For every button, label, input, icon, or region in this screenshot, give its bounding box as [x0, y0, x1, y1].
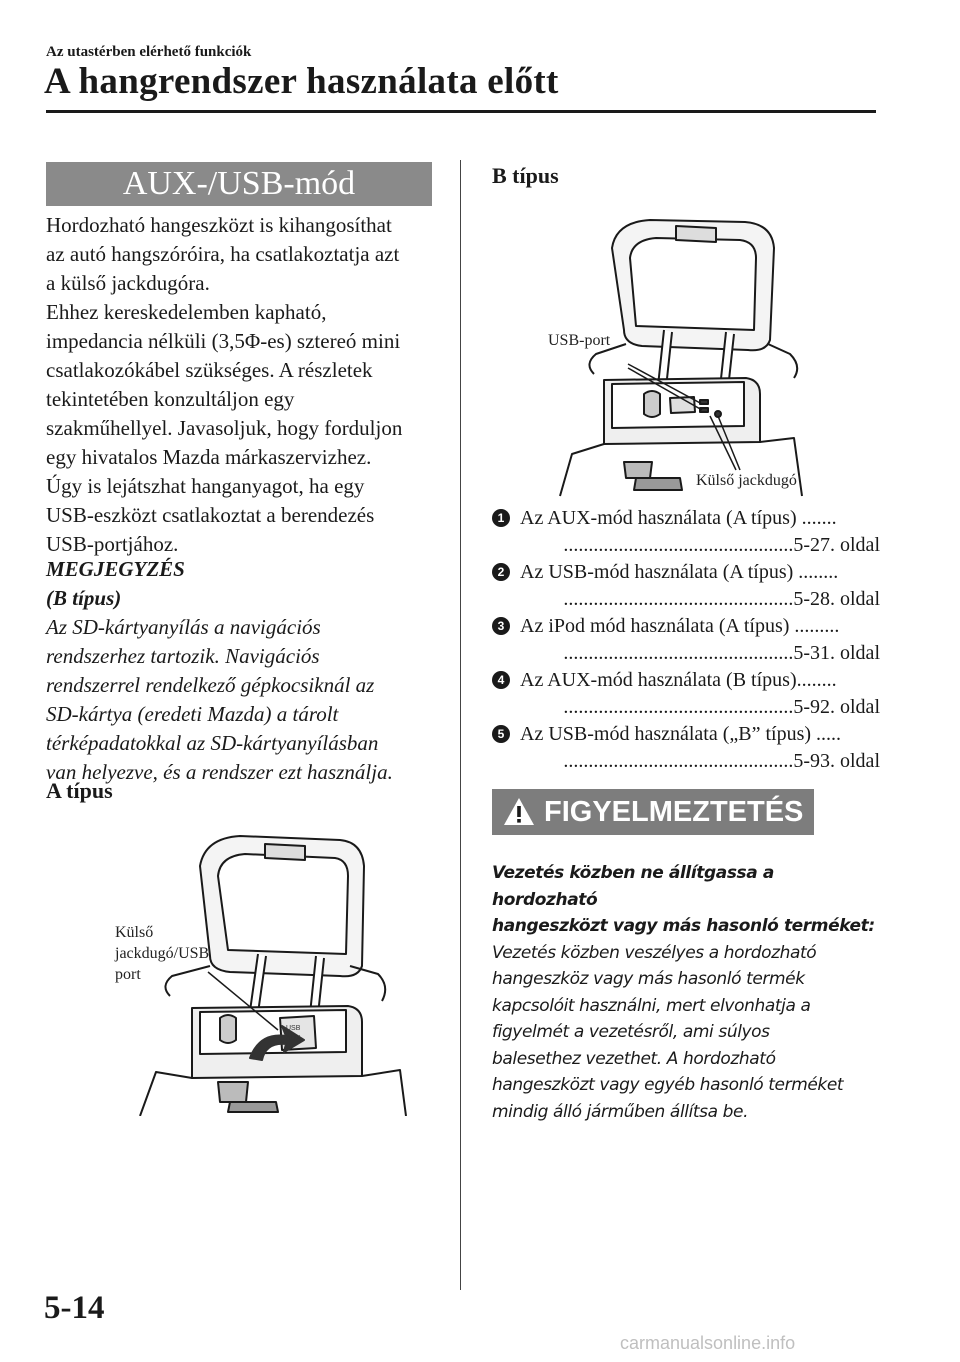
intro-line: impedancia nélküli (3,5Φ-es) sztereó mini — [46, 329, 401, 353]
intro-line: Hordozható hangeszközt is kihangosíthat — [46, 213, 392, 237]
warning-badge — [492, 789, 814, 835]
port-label-aux: AUX — [286, 1035, 301, 1042]
section-label: Az utastérben elérhető funkciók — [46, 44, 252, 60]
page-ref: 5-27. oldal — [793, 534, 880, 556]
usb-port-label: USB-port — [548, 332, 611, 349]
list-item-text: Az USB-mód használata (A típus) ........ — [520, 561, 839, 583]
list-item — [492, 613, 880, 667]
warning-line: balesethez vezethet. A hordozható — [492, 1048, 776, 1069]
warning-line: mindig álló járműben állítsa be. — [492, 1101, 749, 1122]
intro-line: tekintetében konzultáljon egy — [46, 387, 295, 411]
intro-line: szakműhellyel. Javasoljuk, hogy forduljon — [46, 416, 403, 440]
leader-dots: .............................................. — [563, 696, 794, 718]
warning-bold-line: Vezetés közben ne állítgassa a hordozható — [492, 863, 774, 910]
reference-list — [492, 505, 880, 775]
list-item — [492, 667, 880, 721]
warning-text — [492, 860, 884, 1125]
number-badge: 4 — [492, 671, 510, 689]
warning-line: hangeszközt vagy egyéb hasonló terméket — [492, 1075, 844, 1095]
intro-line: USB-eszközt csatlakoztat a berendezés — [46, 503, 375, 527]
list-item-text: Az USB-mód használata („B” típus) ..... — [520, 723, 842, 745]
note-line: rendszerrel rendelkező gépkocsiknál az — [46, 673, 375, 697]
warning-line: hangeszköz vagy más hasonló termék — [492, 969, 805, 989]
intro-line: Ehhez kereskedelemben kapható, — [46, 300, 327, 324]
intro-line: USB-portjához. — [46, 532, 179, 556]
page-ref: 5-28. oldal — [793, 588, 880, 610]
warning-label: FIGYELMEZTETÉS — [544, 796, 804, 828]
leader-dots: .............................................. — [563, 534, 794, 556]
type-a-heading: A típus — [46, 778, 113, 803]
figure-a-label-line: port — [115, 966, 141, 983]
intro-line: egy hivatalos Mazda márkaszervizhez. — [46, 445, 372, 469]
page-ref: 5-93. oldal — [793, 750, 880, 772]
note-line: Az SD-kártyanyílás a navigációs — [46, 615, 321, 639]
intro-text — [46, 211, 438, 559]
page-ref: 5-92. oldal — [793, 696, 880, 718]
leader-dots: .............................................. — [563, 642, 794, 664]
leader-dots: .............................................. — [563, 588, 794, 610]
list-item-text: Az AUX-mód használata (B típus)........ — [520, 669, 837, 691]
warning-line: Vezetés közben veszélyes a hordozható — [492, 942, 817, 963]
leader-dots: .............................................. — [563, 750, 794, 772]
number-badge: 3 — [492, 617, 510, 635]
number-badge: 2 — [492, 563, 510, 581]
note-line: van helyezve, és a rendszer ezt használja. — [46, 760, 393, 784]
list-item-text: Az iPod mód használata (A típus) ......... — [520, 615, 840, 637]
note-line: rendszerhez tartozik. Navigációs — [46, 644, 320, 668]
column-divider — [460, 160, 461, 1290]
number-badge: 1 — [492, 509, 510, 527]
note-line: SD-kártya (eredeti Mazda) a tárolt — [46, 702, 339, 726]
section-banner: AUX-/USB-mód — [46, 162, 432, 206]
page-ref: 5-31. oldal — [793, 642, 880, 664]
port-label-usb: USB — [286, 1025, 301, 1032]
watermark: carmanualsonline.info — [620, 1333, 796, 1353]
page-number: 5-14 — [44, 1290, 105, 1326]
header-rule — [46, 110, 876, 113]
list-item-text: Az AUX-mód használata (A típus) ....... — [520, 507, 837, 529]
intro-line: az autó hangszóróira, ha csatlakoztatja azt — [46, 242, 400, 266]
list-item — [492, 505, 880, 559]
page-title: A hangrendszer használata előtt — [44, 61, 559, 102]
note-title: MEGJEGYZÉS — [46, 557, 185, 581]
warning-triangle-icon — [502, 795, 536, 829]
list-item — [492, 559, 880, 613]
note-subtitle: (B típus) — [46, 586, 122, 610]
jack-label: Külső jackdugó — [696, 472, 797, 489]
figure-a-label-line: jackdugó/USB — [115, 945, 210, 962]
warning-line: kapcsolóit használni, mert elvonhatja a — [492, 995, 811, 1016]
intro-line: csatlakozókábel szükséges. A részletek — [46, 358, 373, 382]
type-b-heading: B típus — [492, 163, 559, 188]
note-line: térképadatokkal az SD-kártyanyílásban — [46, 731, 379, 755]
figure-a-label — [115, 922, 209, 985]
figure-a-label-line: Külső — [115, 924, 154, 941]
number-badge: 5 — [492, 725, 510, 743]
figure-type-b — [540, 218, 840, 498]
intro-line: a külső jackdugóra. — [46, 271, 210, 295]
warning-line: figyelmét a vezetésről, ami súlyos — [492, 1022, 770, 1042]
note-block — [46, 555, 438, 787]
warning-bold-line: hangeszközt vagy más hasonló terméket: — [492, 916, 875, 936]
list-item — [492, 721, 880, 775]
intro-line: Úgy is lejátszhat hanganyagot, ha egy — [46, 474, 365, 498]
